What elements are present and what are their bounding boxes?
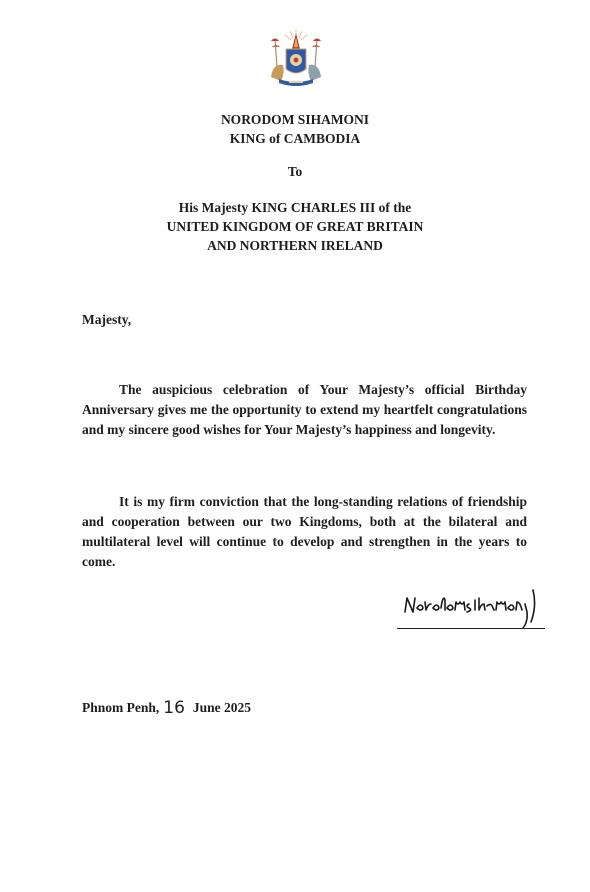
dateline-day: 16 — [163, 698, 185, 718]
body-paragraph-1: The auspicious celebration of Your Majesty’s official Birthday Anniversary gives me the opportunity to extend my heartfelt congratulations and my sincere good wishes for Your Majesty’s happiness and longevity. — [82, 382, 527, 437]
recipient-line-2: UNITED KINGDOM OF GREAT BRITAIN — [166, 219, 424, 234]
body-paragraph-2: It is my firm conviction that the long-standing relations of friendship and cooperation between our two Kingdoms, both at the bilateral and multilateral level will continue to develop and strengthen in the years to come. — [82, 494, 527, 569]
salutation: Majesty, — [82, 312, 132, 327]
handwritten-signature-icon — [395, 582, 555, 634]
sender-name: NORODOM SIHAMONI — [220, 112, 370, 127]
signature-underline — [397, 628, 545, 629]
recipient-line-3: AND NORTHERN IRELAND — [207, 238, 383, 253]
royal-coat-of-arms-icon — [263, 27, 329, 89]
recipient-block — [0, 198, 590, 255]
to-label: To — [287, 164, 303, 179]
recipient-line-1: His Majesty KING CHARLES III of the — [178, 200, 412, 215]
dateline — [82, 697, 251, 717]
dateline-month-year: June 2025 — [192, 700, 252, 715]
sender-title: KING of CAMBODIA — [229, 131, 361, 146]
dateline-place: Phnom Penh, — [82, 700, 160, 715]
sender-block — [0, 110, 590, 148]
